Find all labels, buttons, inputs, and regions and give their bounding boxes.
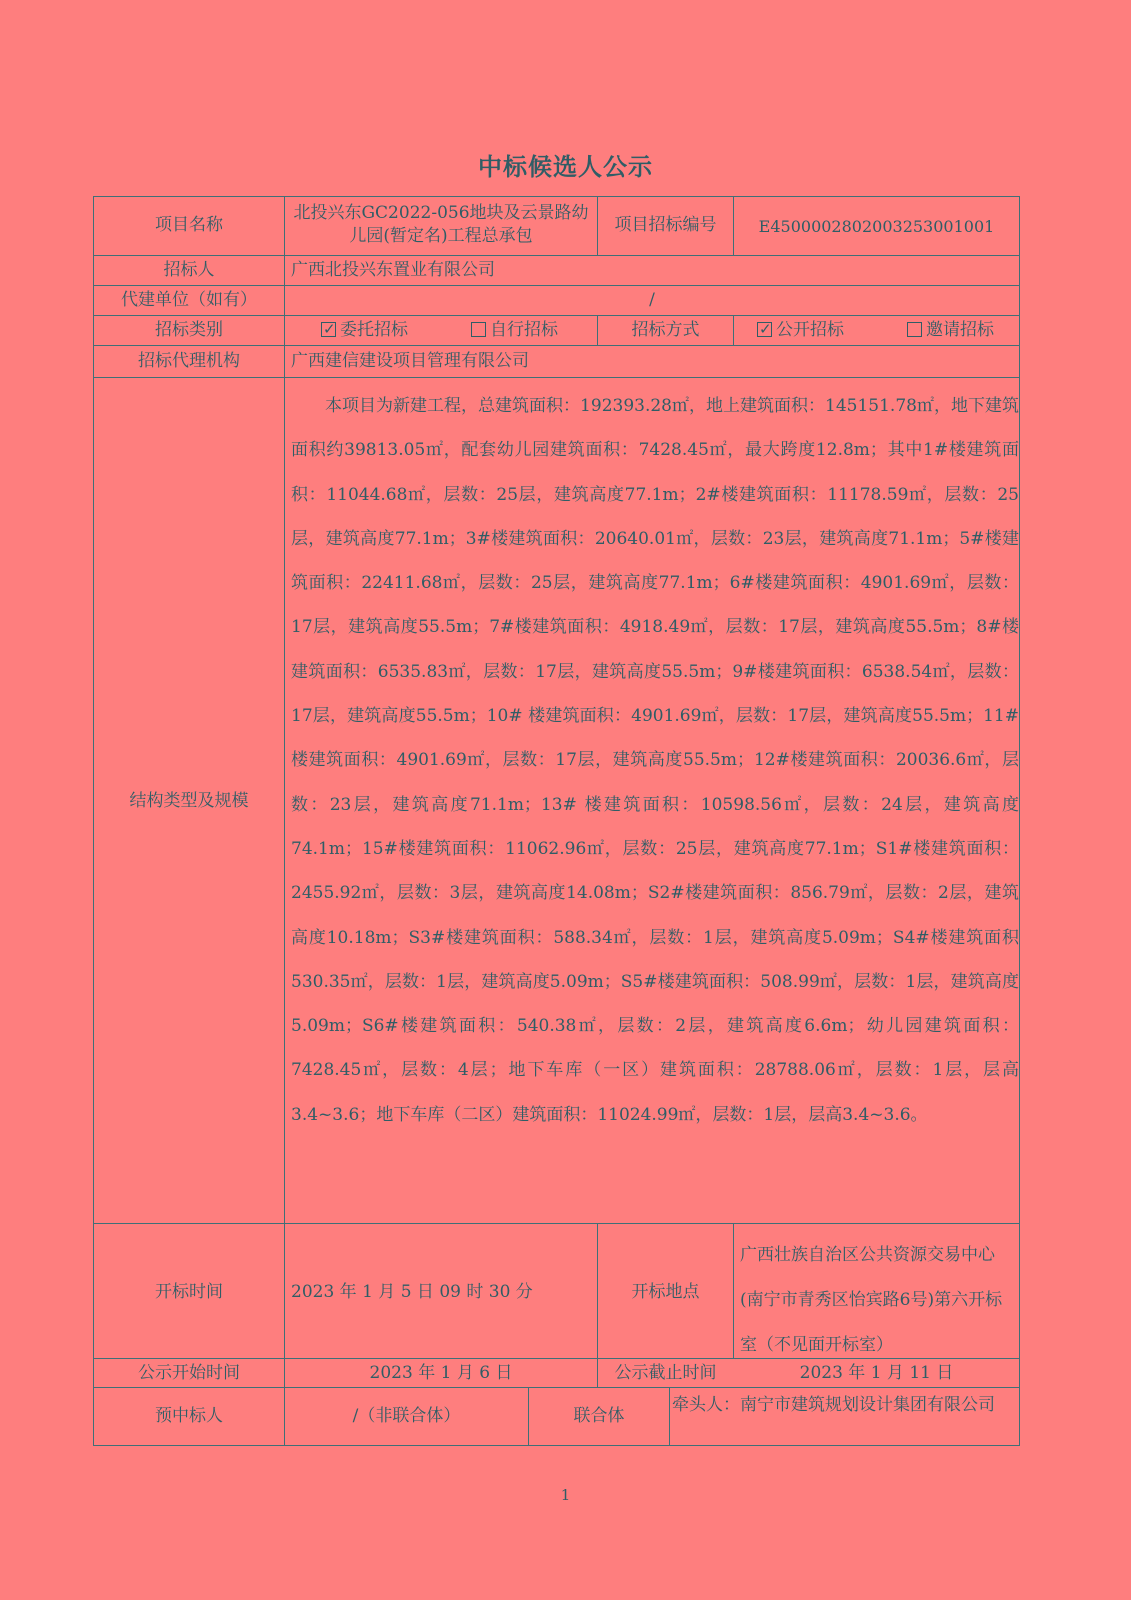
open-time-value: 2023 年 1 月 5 日 09 时 30 分 [291, 1282, 533, 1302]
checked-box-icon [757, 322, 772, 337]
open-place-value: 广西壮族自治区公共资源交易中心(南宁市青秀区怡宾路6号)第六开标室（不见面开标室） [740, 1245, 1003, 1355]
winner-label: 预中标人 [155, 1406, 223, 1426]
agency-label: 招标代理机构 [138, 351, 240, 371]
consortium-label: 联合体 [573, 1406, 625, 1426]
project-name-label: 项目名称 [155, 215, 223, 235]
tenderer-value: 广西北投兴东置业有限公司 [291, 260, 495, 280]
publicity-end-label: 公示截止时间 [614, 1363, 717, 1383]
empty-box-icon [907, 322, 922, 337]
method-label: 招标方式 [631, 320, 700, 340]
publicity-start-label: 公示开始时间 [138, 1363, 240, 1383]
checked-box-icon [321, 322, 336, 337]
page-title: 中标候选人公示 [478, 153, 653, 181]
method-option-open: ✓ 公开招标 [757, 319, 887, 341]
tenderer-label: 招标人 [163, 260, 215, 280]
empty-box-icon [471, 322, 486, 337]
open-place-label: 开标地点 [631, 1282, 700, 1302]
structure-label: 结构类型及规模 [129, 791, 249, 811]
winner-value: /（非联合体） [352, 1406, 461, 1426]
agent-builder-label: 代建单位（如有） [121, 290, 257, 310]
bid-code-label: 项目招标编号 [614, 215, 717, 235]
project-name-value: 北投兴东GC2022-056地块及云景路幼儿园(暂定名)工程总承包 [293, 203, 589, 246]
open-time-label: 开标时间 [155, 1282, 223, 1302]
method-option-invite: 邀请招标 [907, 319, 1017, 341]
category-option-entrusted: ✓ 委托招标 [321, 319, 451, 341]
consortium-value: 牵头人：南宁市建筑规划设计集团有限公司 [672, 1395, 995, 1415]
page-number: 1 [560, 1486, 571, 1504]
structure-description: 本项目为新建工程，总建筑面积：192393.28㎡，地上建筑面积：145151.78㎡，地下建筑面积约39813.05㎡，配套幼儿园建筑面积：7428.45㎡，最大跨度12.8m；其中1#楼建筑面积：11044.68㎡，层数：25层，建筑高度77.1m；2#楼建筑面积：11178.59㎡，层数：25层，建筑高度77.1m；3#楼建筑面积：20640.01㎡，层数：23层，建筑高度71.1m；5#楼建筑面积：22411.68㎡，层数：25层，建筑高度77.1m；6#楼建筑面积：4901.69㎡，层数：17层，建筑高度55.5m；7#楼建筑面积：4918.49㎡，层数：17层，建筑高度55.5m；8#楼建筑面积：6535.83㎡，层数：17层，建筑高度55.5m；9#楼建筑面积：6538.54㎡，层数：17层，建筑高度55.5m；10# 楼建筑面积：4901.69㎡，层数：17层，建筑高度55.5m；11#楼建筑面积：4901.69㎡，层数：17层，建筑高度55.5m；12#楼建筑面积：20036.6㎡，层数：23层，建筑高度71.1m；13# 楼建筑面积：10598.56㎡，层数：24层，建筑高度74.1m；15#楼建筑面积：11062.96㎡，层数：25层，建筑高度77.1m；S1#楼建筑面积：2455.92㎡，层数：3层，建筑高度14.08m；S2#楼建筑面积：856.79㎡，层数：2层，建筑高度10.18m；S3#楼建筑面积：588.34㎡，层数：1层，建筑高度5.09m；S4#楼建筑面积530.35㎡，层数：1层，建筑高度5.09m；S5#楼建筑面积：508.99㎡，层数：1层，建筑高度5.09m；S6#楼建筑面积：540.38㎡，层数：2层，建筑高度6.6m；幼儿园建筑面积：7428.45㎡，层数：4层；地下车库（一区）建筑面积：28788.06㎡，层数：1层，层高3.4~3.6；地下车库（二区）建筑面积：11024.99㎡，层数：1层，层高3.4~3.6。 [291, 396, 1019, 1125]
agent-builder-value: / [649, 290, 655, 310]
category-label: 招标类别 [155, 320, 223, 340]
bid-code-value: E4500002802003253001001 [758, 217, 995, 236]
category-option-self: 自行招标 [471, 319, 591, 341]
publicity-end-value: 2023 年 1 月 11 日 [799, 1363, 954, 1383]
agency-value: 广西建信建设项目管理有限公司 [291, 351, 529, 371]
publicity-start-value: 2023 年 1 月 6 日 [369, 1363, 513, 1383]
